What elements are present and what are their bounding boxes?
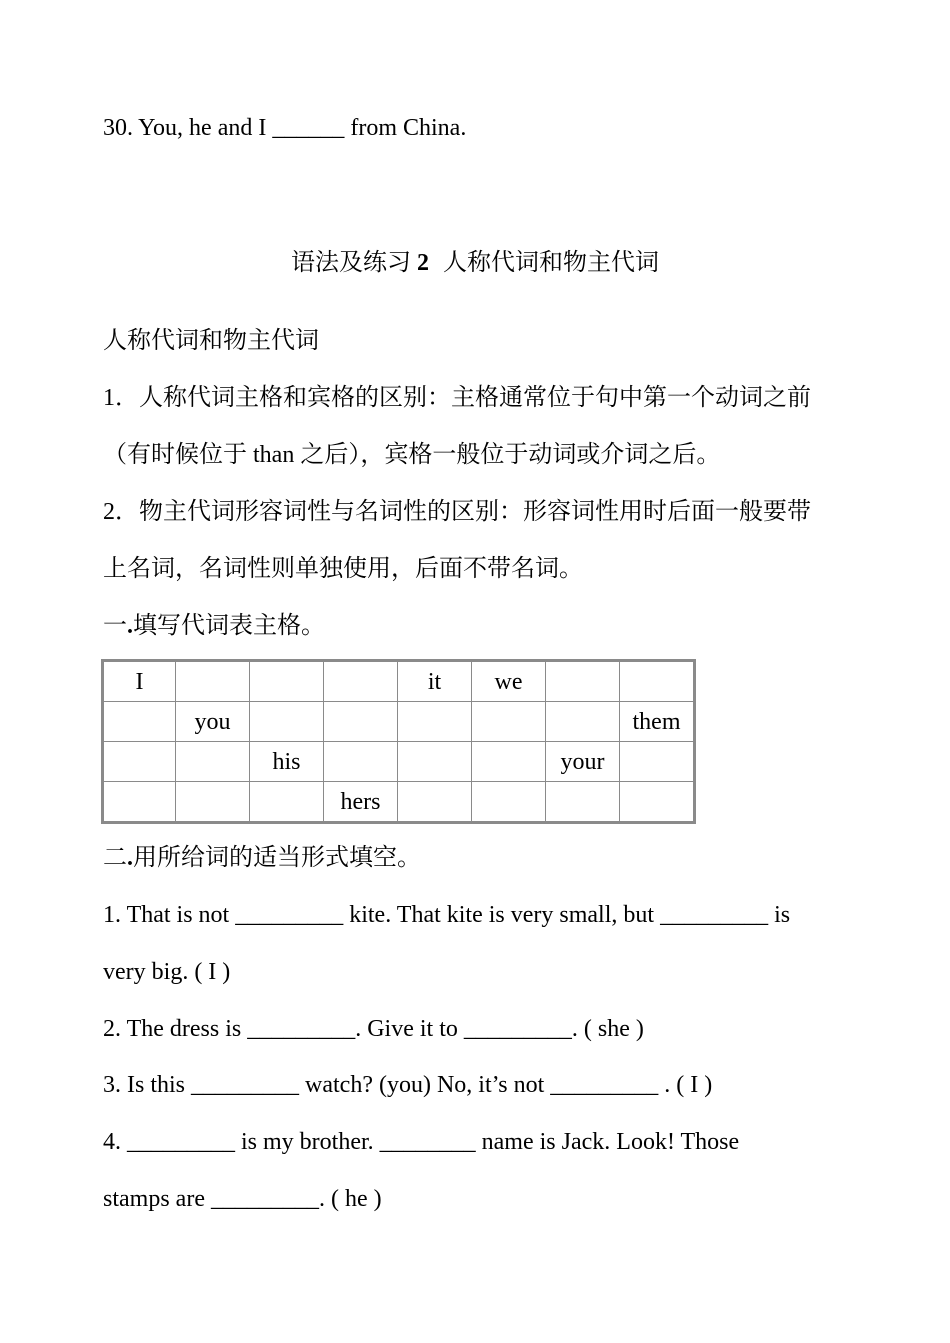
rule-2-line-1: 2．物主代词形容词性与名词性的区别：形容词性用时后面一般要带 xyxy=(103,499,811,525)
table-cell xyxy=(398,702,472,742)
table-cell xyxy=(103,702,176,742)
table-cell xyxy=(472,742,546,782)
part-1-dot: . xyxy=(127,613,133,639)
table-cell: it xyxy=(398,661,472,702)
part-2-instruction: 用所给词的适当形式填空。 xyxy=(133,845,421,871)
table-cell xyxy=(176,782,250,823)
part-1-instruction: 填写代词表主格。 xyxy=(133,613,325,639)
table-cell xyxy=(176,742,250,782)
exercise-1-line-1: 1. That is not _________ kite. That kite is very small, but _________ is xyxy=(103,902,791,928)
rule-1-line-1: 1．人称代词主格和宾格的区别：主格通常位于句中第一个动词之前 xyxy=(103,385,811,411)
section-title-prefix: 语法及练习 xyxy=(291,250,411,276)
table-cell: hers xyxy=(324,782,398,823)
rule-2-line-2: 上名词，名词性则单独使用，后面不带名词。 xyxy=(103,556,583,582)
part-2-number: 二 xyxy=(103,845,127,871)
table-cell xyxy=(250,661,324,702)
rule-1-line-2: （有时候位于 than 之后），宾格一般位于动词或介词之后。 xyxy=(103,442,721,468)
section-title xyxy=(0,248,950,278)
table-cell xyxy=(546,782,620,823)
table-cell xyxy=(546,661,620,702)
table-cell: his xyxy=(250,742,324,782)
section-title-number: 2 xyxy=(417,250,429,276)
table-cell: we xyxy=(472,661,546,702)
table-row xyxy=(103,661,695,702)
exercise-4-line-1: 4. _________ is my brother. ________ name is Jack. Look! Those xyxy=(103,1129,740,1155)
table-row xyxy=(103,702,695,742)
table-cell xyxy=(103,742,176,782)
exercise-1-line-2: very big. ( I ) xyxy=(103,959,231,985)
table-cell: you xyxy=(176,702,250,742)
pronoun-table xyxy=(101,659,696,824)
table-cell xyxy=(620,782,695,823)
part-1-label xyxy=(103,611,325,641)
table-cell xyxy=(398,742,472,782)
table-cell xyxy=(324,742,398,782)
table-cell xyxy=(472,702,546,742)
table-cell xyxy=(620,742,695,782)
table-cell xyxy=(546,702,620,742)
section-heading: 人称代词和物主代词 xyxy=(103,328,319,354)
part-2-dot: . xyxy=(127,845,133,871)
exercise-3: 3. Is this _________ watch? (you) No, it’s not _________ . ( I ) xyxy=(103,1072,713,1098)
table-row xyxy=(103,742,695,782)
table-cell: I xyxy=(103,661,176,702)
exercise-4-line-2: stamps are _________. ( he ) xyxy=(103,1186,382,1212)
part-2-label xyxy=(103,843,421,873)
table-cell xyxy=(176,661,250,702)
table-cell xyxy=(250,702,324,742)
table-cell xyxy=(103,782,176,823)
table-cell xyxy=(620,661,695,702)
table-row xyxy=(103,782,695,823)
table-cell xyxy=(324,661,398,702)
section-title-suffix: 人称代词和物主代词 xyxy=(443,250,659,276)
table-cell: them xyxy=(620,702,695,742)
table-cell xyxy=(472,782,546,823)
question-30: 30. You, he and I ______ from China. xyxy=(103,115,467,141)
table-cell xyxy=(398,782,472,823)
exercise-2: 2. The dress is _________. Give it to _________. ( she ) xyxy=(103,1016,644,1042)
table-cell xyxy=(324,702,398,742)
part-1-number: 一 xyxy=(103,613,127,639)
table-cell: your xyxy=(546,742,620,782)
table-cell xyxy=(250,782,324,823)
